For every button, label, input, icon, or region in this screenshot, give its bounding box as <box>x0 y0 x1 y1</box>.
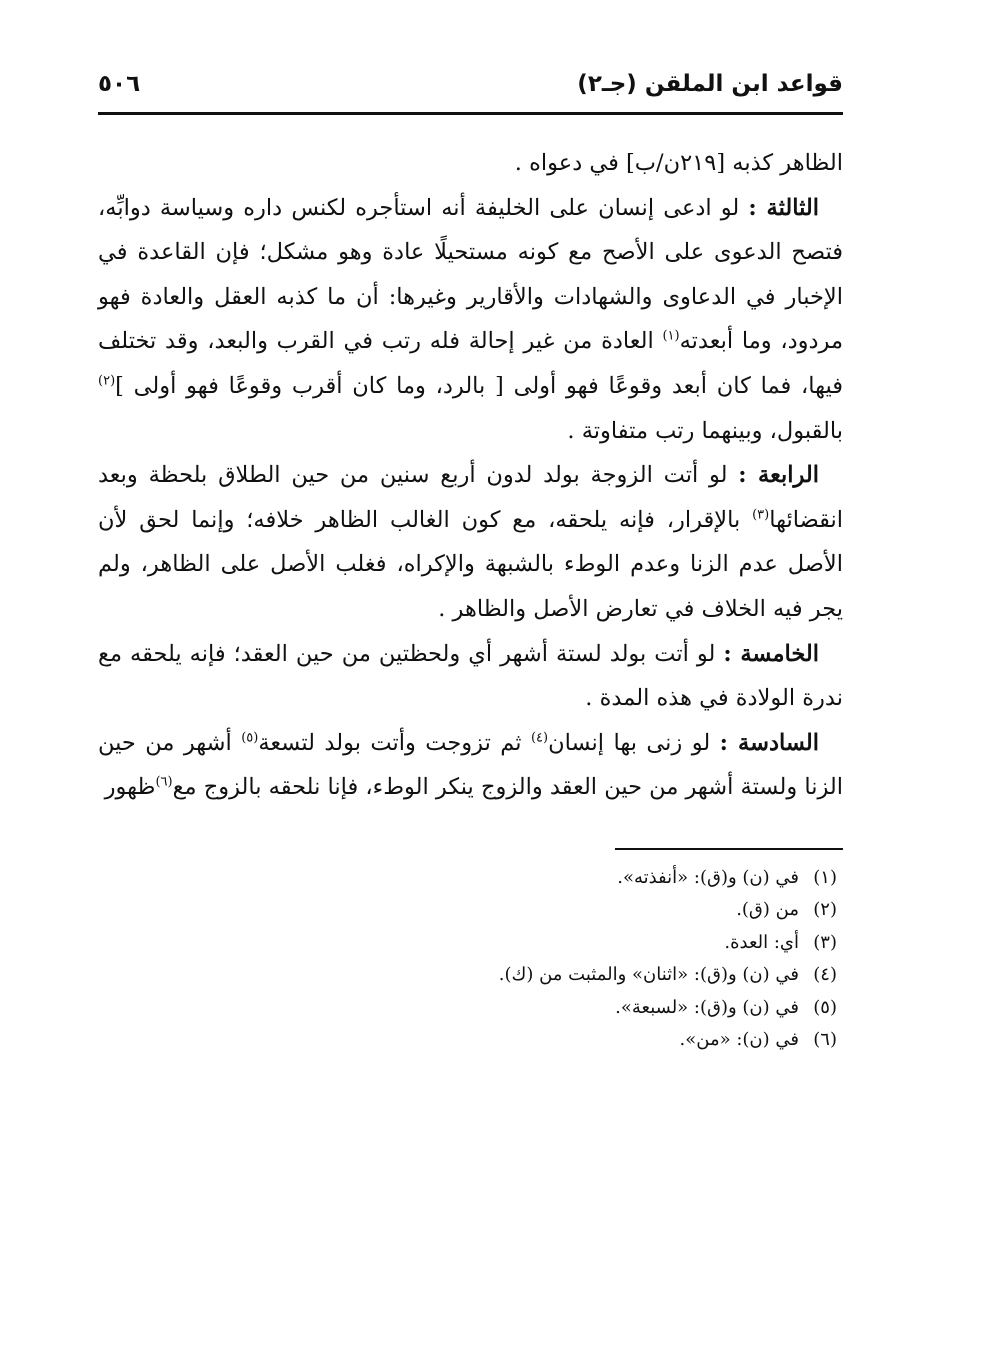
paragraph-text: لو ادعى إنسان على الخليفة أنه استأجره لكنس داره وسياسة دوابِّه، فتصح الدعوى على الأصح مع كونه مستحيلًا عادة وهو مشكل؛ فإن القاعدة في الإخبار في الدعاوى والشهادات والأقارير وغيرها: أن ما كذبه العقل والعادة فهو مردود، وما أبعدته <box>98 194 843 355</box>
footnote-item <box>98 959 837 992</box>
footnote-text: في (ن) و(ق): «لسبعة». <box>615 996 799 1018</box>
footnote-text: في (ن) و(ق): «اثنان» والمثبت من (ك). <box>498 964 799 986</box>
footnote-text: في (ن) و(ق): «أنفذته». <box>617 866 799 888</box>
page-header <box>98 62 843 106</box>
footnote-item <box>98 992 837 1025</box>
footnote-number: (١) <box>813 866 837 888</box>
footnote-number: (٤) <box>813 964 837 986</box>
footnote-text: في (ن): «من». <box>679 1029 799 1051</box>
paragraph-text: لو أتت بولد لستة أشهر أي ولحظتين من حين العقد؛ فإنه يلحقه مع ندرة الولادة في هذه المدة . <box>98 640 843 712</box>
paragraph-sixth-rule <box>98 721 843 810</box>
rule-label-sixth: السادسة : <box>719 729 820 756</box>
paragraph-continuation <box>98 141 843 186</box>
footnote-text: من (ق). <box>736 899 799 921</box>
footnote-number: (٥) <box>813 996 837 1018</box>
paragraph-text: بالإقرار، فإنه يلحقه، مع كون الغالب الظاهر خلافه؛ وإنما لحق لأن الأصل عدم الزنا وعدم الوطء بالشبهة والإكراه، فغلب الأصل على الظاهر، ولم يجر فيه الخلاف في تعارض الأصل والظاهر . <box>98 506 843 622</box>
paragraph-fifth-rule <box>98 632 843 721</box>
rule-label-third: الثالثة : <box>748 194 819 221</box>
footnote-item <box>98 894 837 927</box>
footnote-text: أي: العدة. <box>724 931 799 953</box>
paragraph-text: بالقبول، وبينهما رتب متفاوتة . <box>567 417 843 444</box>
page-number: ٥٠٦ <box>98 71 141 97</box>
footnote-ref-3[interactable]: (٣) <box>752 507 770 523</box>
footnote-ref-1[interactable]: (١) <box>662 328 680 344</box>
paragraph-text: لو أتت الزوجة بولد لدون أربع سنين من حين الطلاق بلحظة وبعد انقضائها <box>98 462 843 533</box>
footnote-ref-5[interactable]: (٥) <box>241 730 259 746</box>
footnote-number: (٦) <box>813 1029 837 1051</box>
header-divider <box>98 112 843 115</box>
rule-label-fourth: الرابعة : <box>738 462 819 489</box>
footnote-number: (٣) <box>813 931 837 953</box>
book-page <box>98 62 843 1057</box>
paragraph-text: لو زنى بها إنسان <box>548 729 720 756</box>
book-title: قواعد ابن الملقن (جـ٢) <box>577 71 843 97</box>
footnote-number: (٢) <box>813 899 837 921</box>
footnote-ref-4[interactable]: (٤) <box>530 730 549 746</box>
paragraph-third-rule <box>98 186 843 454</box>
footnotes <box>98 862 843 1057</box>
footnote-item <box>98 862 837 895</box>
footnote-item <box>98 927 837 960</box>
footnote-divider <box>615 848 843 850</box>
footnote-item <box>98 1024 837 1057</box>
paragraph-text: ثم تزوجت وأتت بولد لتسعة <box>258 729 531 756</box>
paragraph-text: أشهر من حين الزنا ولستة أشهر من حين العقد والزوج ينكر الوطء، فإنا نلحقه بالزوج مع <box>98 729 843 801</box>
footnote-ref-2[interactable]: (٢) <box>98 373 116 389</box>
paragraph-text: العادة من غير إحالة فله رتب في القرب والبعد، وقد تختلف فيها، فما كان أبعد وقوعًا فهو أولى [ بالرد، وما كان أقرب وقوعًا فهو أولى ] <box>98 328 843 399</box>
paragraph-text: ظهور <box>104 774 156 801</box>
rule-label-fifth: الخامسة : <box>723 640 820 667</box>
paragraph-fourth-rule <box>98 453 843 631</box>
paragraph-text: الظاهر كذبه [٢١٩ن/ب] في دعواه . <box>514 150 843 176</box>
footnote-ref-6[interactable]: (٦) <box>155 774 173 790</box>
main-text <box>98 141 843 810</box>
